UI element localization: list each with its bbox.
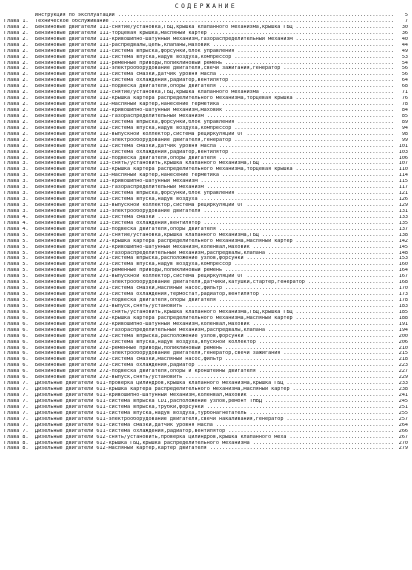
- toc-page-number: 229: [395, 375, 408, 381]
- toc-title: Бензиновые двигатели 271-подвеска двигателя,опоры двигателя .....: [35, 298, 394, 304]
- toc-chapter: Глава 6.: [4, 327, 29, 333]
- toc-chapter: Глава 6.: [4, 321, 29, 327]
- toc-title: Бензиновые двигатели 271-выпускной коллектор,система рециркуляции ОГ .....: [35, 274, 394, 280]
- toc-chapter: Глава 8.: [4, 446, 29, 452]
- toc-chapter: Глава 5.: [4, 286, 29, 292]
- toc-chapter: Глава 2.: [4, 137, 29, 143]
- toc-page-number: 89: [395, 120, 408, 126]
- toc-page-number: 103: [395, 150, 408, 156]
- toc-chapter: Глава 4.: [4, 214, 29, 220]
- toc-title: Бензиновые двигатели 272-выпуск,снять/установить .....: [35, 375, 394, 381]
- toc-title: Дизельные двигатели 611-система охлаждения,радиатор,вентилятор .....: [35, 429, 394, 435]
- toc-title: Бензиновые двигатели 112-газораспределительный механизм .....: [35, 114, 394, 120]
- toc-title: Дизельные двигатели 612-масляный картер,картер двигателя .....: [35, 446, 394, 452]
- toc-title: Бензиновые двигатели 112-масляный картер,нанесение герметика .....: [35, 102, 394, 108]
- toc-page-number: 64: [395, 78, 408, 84]
- toc-title: Дизельные двигатели 611-система впрыска,трубки,форсунки .....: [35, 405, 394, 411]
- toc-title: Бензиновые двигатели 272-газораспределительный механизм,распредвалы,клапана .....: [35, 328, 394, 334]
- toc-title: Дизельные двигатели 612-снять/установить,проверка цилиндров,крышка клапанного меха .....: [35, 435, 394, 441]
- toc-title: Бензиновые двигатели 113-система смазки .....: [35, 215, 394, 221]
- toc-chapter: Глава 2.: [4, 48, 29, 54]
- toc-title: Бензиновые двигатели 113-система впуска,надув воздуха .....: [35, 197, 394, 203]
- toc-page-number: 142: [395, 239, 408, 245]
- toc-chapter: Глава 3.: [4, 208, 29, 214]
- toc-page-number: 227: [395, 369, 408, 375]
- toc-title: Бензиновые двигатели 111-система впрыска,форсунки,блок управления .....: [35, 49, 394, 55]
- toc-chapter: Глава 2.: [4, 113, 29, 119]
- toc-chapter: Глава 7.: [4, 381, 29, 387]
- toc-chapter: Глава 3.: [4, 173, 29, 179]
- toc-chapter: Глава 7.: [4, 416, 29, 422]
- toc-page-number: 5: [395, 13, 408, 19]
- toc-chapter: Глава 7.: [4, 393, 29, 398]
- toc-page-number: 266: [395, 429, 408, 435]
- toc-chapter: Глава 4.: [4, 220, 29, 226]
- toc-page-number: 53: [395, 55, 408, 61]
- toc-title: Бензиновые двигатели 113-газораспределительный механизм .....: [35, 185, 394, 191]
- toc-chapter: Глава 7.: [4, 428, 29, 434]
- toc-page-number: 145: [395, 245, 408, 251]
- toc-page-number: 117: [395, 185, 408, 191]
- toc-page-number: 106: [395, 156, 408, 162]
- toc-chapter: Глава 5.: [4, 262, 29, 268]
- toc-title: Бензиновые двигатели 112-система впуска,надув воздуха,компрессор .....: [35, 126, 394, 132]
- toc-page-number: 133: [395, 215, 408, 221]
- toc-page-number: 223: [395, 363, 408, 369]
- toc-title: Бензиновые двигатели 112-снятие/установка,ГБЦ,крышка клапанного механизма .....: [35, 90, 394, 96]
- toc-chapter: Глава 5.: [4, 250, 29, 256]
- toc-title: Бензиновые двигатели 271-система впрыска,расположение узлов,форсунки .....: [35, 256, 394, 262]
- toc-chapter: Глава 2.: [4, 143, 29, 149]
- toc-title: Бензиновые двигатели 112-электрооборудование двигателя,генератор .....: [35, 138, 394, 144]
- toc-title: Бензиновые двигатели 111-электрооборудование двигателя,свечи зажигания,генератор .....: [35, 66, 394, 72]
- toc-page-number: 68: [395, 84, 408, 90]
- toc-page-number: 135: [395, 221, 408, 227]
- toc-title: Бензиновые двигатели 271-система охлаждения,термостат,радиатор,вентилятор .....: [35, 292, 394, 298]
- toc-page-number: 71: [395, 90, 408, 96]
- toc-title: Бензиновые двигатели 272-подвеска двигателя,опоры и кронштейны двигателя .....: [35, 369, 394, 375]
- toc-page-number: 126: [395, 197, 408, 203]
- toc-chapter: Глава 6.: [4, 345, 29, 351]
- toc-page-number: 7: [395, 19, 408, 25]
- toc-chapter: Глава 2.: [4, 66, 29, 72]
- toc-page-number: 178: [395, 298, 408, 304]
- toc-title: Бензиновые двигатели 111-подвеска двигателя,опоры двигателя .....: [35, 84, 394, 90]
- toc-title: Дизельные двигатели 611-электрооборудование двигателя,свечи накаливания,генератор .....: [35, 417, 394, 423]
- toc-page-number: 267: [395, 435, 408, 441]
- toc-chapter: Глава 5.: [4, 238, 29, 244]
- toc-page-number: 194: [395, 328, 408, 334]
- toc-page-number: 185: [395, 310, 408, 316]
- toc-page-number: 78: [395, 102, 408, 108]
- toc-title: Бензиновые двигатели 111-распредвалы,цепь,клапаны,маховик .....: [35, 43, 394, 49]
- toc-page-number: 215: [395, 351, 408, 357]
- toc-page-number: 270: [395, 441, 408, 447]
- toc-chapter: Глава 6.: [4, 357, 29, 363]
- toc-title: Бензиновые двигатели 112-подвеска двигателя,опоры двигателя .....: [35, 156, 394, 162]
- toc-page-number: 264: [395, 423, 408, 429]
- toc-chapter: Глава 6.: [4, 339, 29, 345]
- toc-title: Бензиновые двигатели 113-масляный картер,нанесение герметика .....: [35, 173, 394, 179]
- toc-page-number: 188: [395, 316, 408, 322]
- toc-title: Бензиновые двигатели 113-выпускной коллектор,система рециркуляции ОГ .....: [35, 203, 394, 209]
- toc-chapter: Глава 2.: [4, 72, 29, 78]
- toc-page-number: 160: [395, 262, 408, 268]
- toc-page-number: 49: [395, 49, 408, 55]
- toc-chapter: Глава 2.: [4, 108, 29, 113]
- toc-chapter: Глава 6.: [4, 351, 29, 357]
- toc-page-number: 257: [395, 417, 408, 423]
- toc-title: Бензиновые двигатели 111-система охлаждения,радиатор,вентилятор .....: [35, 78, 394, 84]
- toc-page-number: 241: [395, 393, 408, 399]
- toc-title: Бензиновые двигатели 113-система впрыска,форсунки,блок управления .....: [35, 191, 394, 197]
- toc-page-number: 200: [395, 334, 408, 340]
- toc-page-number: 251: [395, 405, 408, 411]
- toc-title: Бензиновые двигатели 271-кривошипно-шатунный механизм,коленвал,маховик .....: [35, 245, 394, 251]
- toc-title: Бензиновые двигатели 111-система впуска,надув воздуха,компрессор .....: [35, 55, 394, 61]
- toc-chapter: Глава 2.: [4, 149, 29, 155]
- toc-title: Бензиновые двигатели 112-система впрыска,форсунки,блок управления .....: [35, 120, 394, 126]
- toc-title: Инструкция по эксплуатации .....: [35, 13, 394, 19]
- toc-chapter: Глава 6.: [4, 369, 29, 375]
- toc-chapter: Глава 3.: [4, 179, 29, 185]
- toc-chapter: Глава 7.: [4, 410, 29, 416]
- toc-page-number: 56: [395, 72, 408, 78]
- toc-title: Бензиновые двигатели 271-электрооборудование двигателя,датчики,катушки,стартер,генератор .....: [35, 280, 394, 286]
- toc-page-number: 173: [395, 292, 408, 298]
- toc-title: Бензиновые двигатели 271-система смазки,масляный насос,фильтр .....: [35, 286, 394, 292]
- toc-page-number: 167: [395, 274, 408, 280]
- toc-page-number: 85: [395, 114, 408, 120]
- toc-chapter: Глава 7.: [4, 387, 29, 393]
- toc-page-number: 98: [395, 132, 408, 138]
- toc-page-number: 279: [395, 446, 408, 452]
- page-title: СОДЕРЖАНИЕ: [174, 3, 238, 10]
- toc-page-number: 129: [395, 203, 408, 209]
- toc-page-number: 245: [395, 399, 408, 405]
- toc-page-number: 206: [395, 340, 408, 346]
- toc-title: Дизельные двигатели 611-крышка картера распределительного механизма,масляный картер .....: [35, 387, 394, 393]
- toc-title: Бензиновые двигатели 111-кривошипно-шатунный механизм,газораспределительный механизм .....: [35, 37, 394, 43]
- toc-title: Бензиновые двигатели 272-система впрыска,расположение узлов,форсунки .....: [35, 334, 394, 340]
- toc-title: Бензиновые двигатели 113-крышка картера распределительного механизма,торцевая крышка .....: [35, 167, 394, 173]
- toc-title: Бензиновые двигатели 111-ременные приводы,поликлиновый ремень .....: [35, 61, 394, 67]
- toc-page-number: 99: [395, 138, 408, 144]
- toc-chapter: Глава 5.: [4, 280, 29, 286]
- toc-title: Бензиновые двигатели 112-система охлаждения,радиатор,вентилятор .....: [35, 150, 394, 156]
- toc-title: Бензиновые двигатели 111-торцевая крышка,масляный картер .....: [35, 31, 394, 37]
- toc-page-number: 138: [395, 233, 408, 239]
- toc-page-number: 153: [395, 256, 408, 262]
- toc-chapter: Глава 8.: [4, 440, 29, 446]
- toc-entry: [4, 446, 408, 452]
- toc-chapter: Глава 5.: [4, 298, 29, 303]
- toc-chapter: Глава 6.: [4, 333, 29, 339]
- toc-page-number: 238: [395, 387, 408, 393]
- toc-title: Бензиновые двигатели 272-снять/установить,крышка клапанного механизма,ГБЦ,крышка ГБЦ .....: [35, 310, 394, 316]
- toc-chapter: Глава 3.: [4, 191, 29, 197]
- toc-chapter: Глава 2.: [4, 96, 29, 102]
- toc-page-number: 191: [395, 322, 408, 328]
- toc-page-number: 210: [395, 346, 408, 352]
- toc-chapter: Глава 4.: [4, 226, 29, 232]
- toc-chapter: Глава 2.: [4, 42, 29, 48]
- toc-chapter: Глава 2.: [4, 60, 29, 66]
- toc-title: Бензиновые двигатели 111-система смазки,датчик уровня масла .....: [35, 72, 394, 78]
- toc-title: Бензиновые двигатели 272-система охлаждения,радиатор .....: [35, 363, 394, 369]
- toc-chapter: Глава 2.: [4, 131, 29, 137]
- toc-page-number: 76: [395, 96, 408, 102]
- toc-chapter: Глава 2.: [4, 155, 29, 161]
- toc-title: Дизельные двигатели 611-кривошипно-шатунный механизм,коленвал,маховик .....: [35, 393, 394, 399]
- toc-title: Бензиновые двигатели 112-кривошипно-шатунный механизм,маховик .....: [35, 108, 394, 114]
- toc-chapter: Глава 2.: [4, 125, 29, 131]
- toc-chapter: Глава 2.: [4, 30, 29, 36]
- toc-title: Бензиновые двигатели 112-крышка картера распределительного механизма,торцевая крышка .....: [35, 96, 394, 102]
- toc-chapter: Глава 2.: [4, 36, 29, 42]
- toc-page-number: 115: [395, 179, 408, 185]
- toc-title: Бензиновые двигатели 272-система смазки,масляный насос,фильтр .....: [35, 357, 394, 363]
- toc-page-number: 44: [395, 43, 408, 49]
- toc-page-number: 54: [395, 61, 408, 67]
- toc-title: Бензиновые двигатели 271-снятие/установка,крышка клапанного механизма,ГБЦ .....: [35, 233, 394, 239]
- toc-chapter: Глава 5.: [4, 303, 29, 309]
- toc-chapter: Глава 3.: [4, 197, 29, 203]
- toc-page-number: 107: [395, 161, 408, 167]
- toc-page-number: 84: [395, 108, 408, 114]
- toc-title: Бензиновые двигатели 272-система впуска,надув воздуха,впускной коллектор .....: [35, 340, 394, 346]
- toc-chapter: Глава 3.: [4, 185, 29, 191]
- toc-page-number: 137: [395, 227, 408, 233]
- toc-title: Бензиновые двигатели 112-выпускной коллектор,система рециркуляции ОГ .....: [35, 132, 394, 138]
- toc-page-number: 233: [395, 381, 408, 387]
- toc-title: Бензиновые двигатели 272-кривошипно-шатунный механизм,коленвал,маховик .....: [35, 322, 394, 328]
- toc-chapter: Глава 7.: [4, 404, 29, 410]
- toc-title: Дизельные двигатели 612-крышка ГБЦ,крышка распределительного механизма .....: [35, 441, 394, 447]
- toc-chapter: Глава 5.: [4, 232, 29, 238]
- toc-page-number: 164: [395, 268, 408, 274]
- toc-chapter: Глава 3.: [4, 203, 29, 208]
- toc-page-number: 40: [395, 37, 408, 43]
- toc-page-number: 170: [395, 286, 408, 292]
- toc-chapter: Глава 2.: [4, 102, 29, 108]
- toc-title: Бензиновые двигатели 271-газораспределительный механизм,распредвалы,клапана .....: [35, 251, 394, 257]
- toc-title: Бензиновые двигатели 271-выпуск,снять/установить .....: [35, 304, 394, 310]
- toc-chapter: Глава 7.: [4, 422, 29, 428]
- toc-title: Дизельные двигатели 611-система смазки,датчик уровня масла .....: [35, 423, 394, 429]
- toc-chapter: Глава 6.: [4, 315, 29, 321]
- toc-title: Техническое обслуживание .....: [35, 19, 394, 25]
- toc-page-number: 101: [395, 144, 408, 150]
- toc-chapter: Глава 7.: [4, 398, 29, 404]
- toc-page-number: 56: [395, 66, 408, 72]
- toc-page-number: 110: [395, 167, 408, 173]
- toc-title: Бензиновые двигатели 111-снятие/установка,ГБЦ,крышка клапанного механизма,крышка ГБЦ .....: [35, 25, 394, 31]
- toc-page-number: 218: [395, 357, 408, 363]
- toc-chapter: Глава 6.: [4, 309, 29, 315]
- toc-title: Бензиновые двигатели 271-система впуска,надув воздуха,компрессор .....: [35, 262, 394, 268]
- toc-title: Бензиновые двигатели 272-ременные приводы,поликлиновый ремень .....: [35, 346, 394, 352]
- toc-title: Бензиновые двигатели 272-электрооборудование двигателя,генератор,свечи зажигания .....: [35, 351, 394, 357]
- toc-chapter: Глава 5.: [4, 274, 29, 280]
- toc-title: Бензиновые двигатели 113-электрооборудование двигателя .....: [35, 209, 394, 215]
- toc-chapter: Глава 8.: [4, 434, 29, 440]
- toc-title: Дизельные двигатели 611-система впуска,надув воздуха,турбонагнетатель .....: [35, 411, 394, 417]
- toc-title: Дизельные двигатели 611-проверка цилиндров,крышка клапанного механизма,крышка ГБЦ .....: [35, 381, 394, 387]
- toc-page-number: 121: [395, 191, 408, 197]
- toc-chapter: Глава 1.: [4, 18, 29, 24]
- toc-chapter: Глава 6.: [4, 363, 29, 369]
- toc-chapter: Глава 5.: [4, 244, 29, 250]
- toc-page-number: 114: [395, 173, 408, 179]
- toc-chapter: Глава 2.: [4, 24, 29, 30]
- toc-chapter: Глава 2.: [4, 90, 29, 96]
- toc-page-number: 94: [395, 126, 408, 132]
- toc-chapter: Глава 5.: [4, 292, 29, 298]
- toc-title: Бензиновые двигатели 113-система охлаждения,вентилятор .....: [35, 221, 394, 227]
- toc-page-number: 148: [395, 251, 408, 257]
- toc-title: Бензиновые двигатели 272-крышка картера распределительного механизма,масляный картер .....: [35, 316, 394, 322]
- toc-page-number: 183: [395, 304, 408, 310]
- toc-page-number: 30: [395, 25, 408, 31]
- toc-title: Бензиновые двигатели 113-кривошипно-шатунный механизм .....: [35, 179, 394, 185]
- toc-chapter: Глава 5.: [4, 268, 29, 274]
- toc-chapter: Глава 5.: [4, 256, 29, 262]
- toc-title: Бензиновые двигатели 113-снять/установить,крышка клапанного механизма,ГБЦ .....: [35, 161, 394, 167]
- toc-page-number: 131: [395, 209, 408, 215]
- toc-page-number: 255: [395, 411, 408, 417]
- toc-title: Бензиновые двигатели 271-ременные приводы,поликлиновый ремень .....: [35, 268, 394, 274]
- toc-chapter: Глава 2.: [4, 84, 29, 90]
- toc-chapter: Глава 3.: [4, 167, 29, 173]
- toc-title: Дизельные двигатели 611-система впрыска CDI,расположение узлов,ремонт ТНВД .....: [35, 399, 394, 405]
- toc-chapter: Глава 2.: [4, 54, 29, 60]
- toc-chapter: Глава 3.: [4, 161, 29, 167]
- toc-title: Бензиновые двигатели 112-система смазки,датчик уровня масла .....: [35, 144, 394, 150]
- toc-chapter: Глава 6.: [4, 375, 29, 381]
- toc-page-number: 36: [395, 31, 408, 37]
- toc-page-number: 168: [395, 280, 408, 286]
- toc-title: Бензиновые двигатели 271-крышка картера распределительного механизма,масляный картер .....: [35, 239, 394, 245]
- table-of-contents: [4, 13, 408, 452]
- toc-chapter: Глава 2.: [4, 119, 29, 125]
- toc-title: Бензиновые двигатели 113-подвеска двигателя,опоры двигателя .....: [35, 227, 394, 233]
- toc-chapter: Глава 2.: [4, 78, 29, 84]
